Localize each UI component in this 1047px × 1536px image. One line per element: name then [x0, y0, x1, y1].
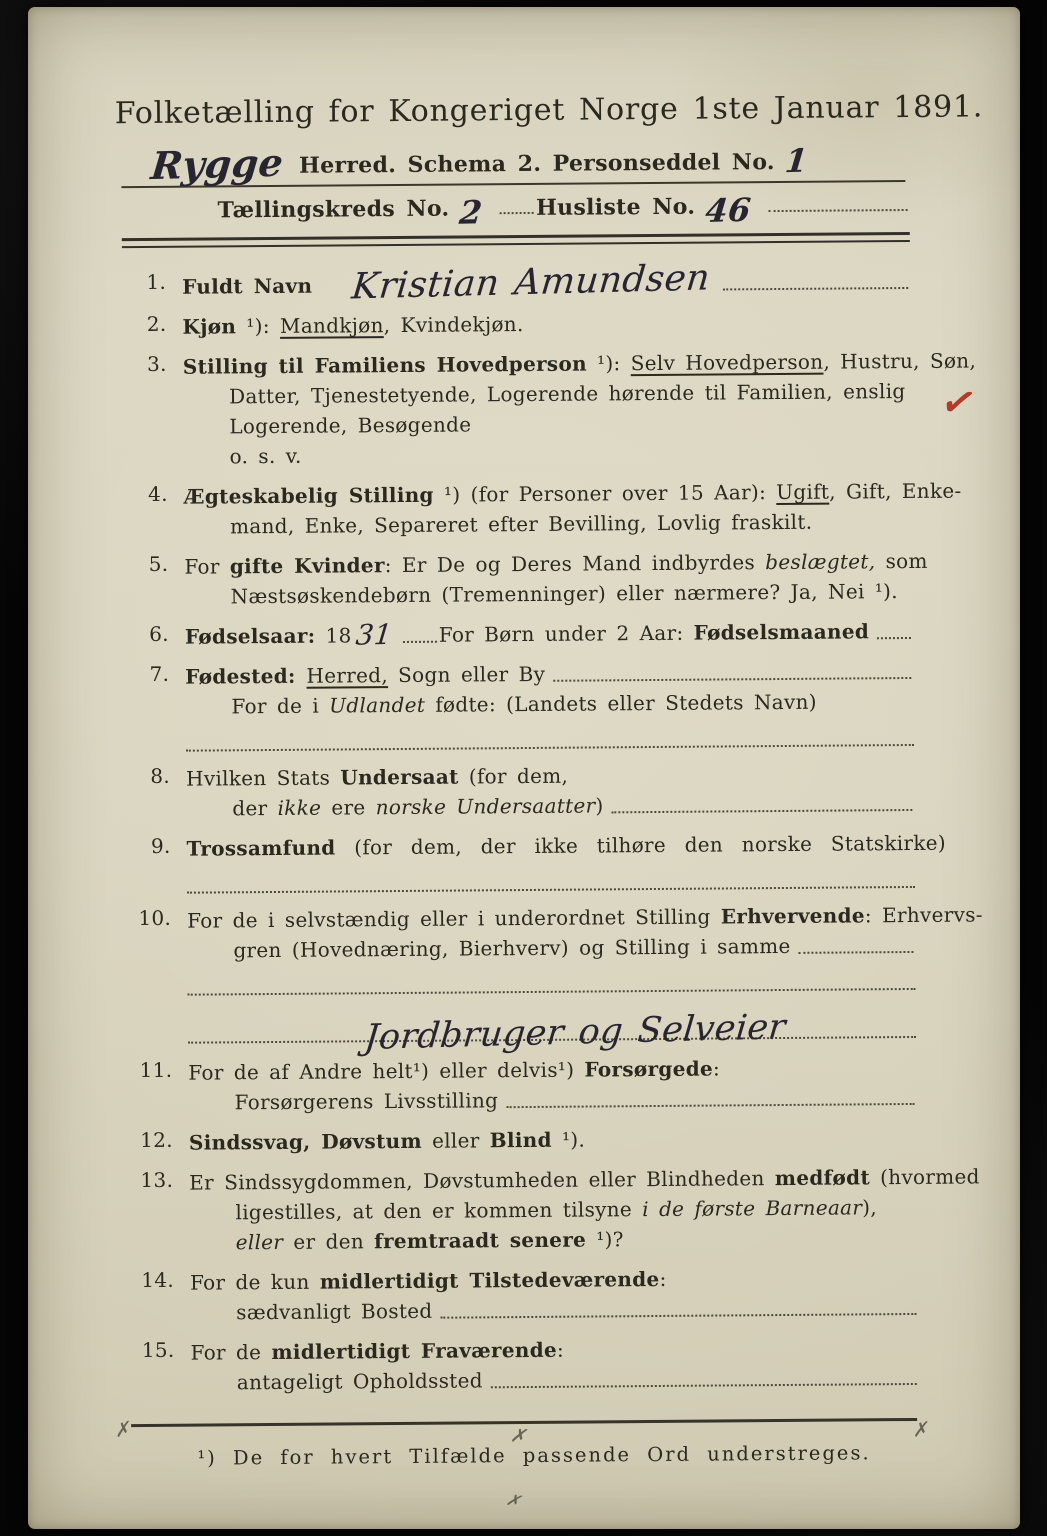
printed-text: Forsørgerens Livsstilling: [234, 1088, 499, 1115]
kreds-no-handwritten: 2: [457, 193, 484, 232]
district-name-handwritten: Rygge: [148, 139, 286, 189]
field-label: fremtraadt senere: [374, 1227, 587, 1254]
printed-text: ): [595, 793, 604, 818]
printed-text: ¹)?: [586, 1227, 624, 1252]
field-label: Erhvervende: [720, 903, 865, 929]
census-form-page: [28, 7, 1020, 1529]
item-number: 2.: [146, 311, 167, 336]
dotted-blank: [403, 641, 437, 643]
form-item-12: [129, 1122, 917, 1158]
italic-text: norske Undersaatter: [375, 793, 596, 820]
field-label: midlertidigt Tilstedeværende: [319, 1266, 660, 1294]
printed-text: For de i: [231, 693, 330, 719]
personseddel-no-handwritten: 1: [782, 141, 810, 181]
printed-text: Næstsøskendebørn (Tremenninger) eller nærmere? Ja, Nei ¹).: [230, 579, 898, 609]
field-label: Blind: [489, 1127, 552, 1153]
dotted-blank: [768, 209, 907, 212]
printed-text: er den: [283, 1229, 375, 1254]
dotted-blank: [553, 677, 911, 682]
item-number: 5.: [148, 551, 169, 576]
kreds-husliste-line: [217, 190, 909, 232]
printed-text: ¹):: [586, 351, 631, 376]
field-label: medfødt: [774, 1165, 871, 1191]
item-number: 14.: [141, 1267, 175, 1293]
printed-text: For de kun: [189, 1269, 320, 1295]
field-label: Forsørgede: [584, 1056, 714, 1082]
form-item-3: [123, 346, 977, 472]
item-number: 7.: [149, 661, 170, 686]
item-number: 9.: [150, 833, 171, 858]
italic-text: beslægtet,: [765, 549, 876, 575]
printed-text: ere: [321, 795, 376, 820]
kreds-label: Tællingskreds No.: [217, 195, 450, 224]
form-item-4: [124, 476, 962, 542]
district-line: [121, 141, 905, 188]
printed-text: (for dem,: [458, 763, 569, 789]
dotted-blank: [799, 951, 914, 954]
printed-text: Er Sindssygdommen, Døvstumheden eller Blindheden: [189, 1166, 775, 1195]
field-label: Trossamfund: [186, 835, 336, 861]
printed-text: :: [659, 1266, 667, 1291]
item-number: 11.: [139, 1057, 173, 1083]
printed-text: gren (Hovednæring, Bierhverv) og Stilling i samme: [233, 933, 791, 963]
underlined-choice: Herred,: [306, 663, 389, 688]
form-item-8: [126, 758, 914, 824]
underlined-choice: Mandkjøn: [279, 313, 384, 338]
scan-mark: ✗: [508, 1425, 527, 1448]
dotted-blank: [506, 1103, 914, 1108]
printed-text: (hvormed: [869, 1164, 980, 1190]
printed-text: For: [184, 554, 230, 579]
printed-text: 18: [315, 623, 352, 648]
printed-text: Sogn eller By: [387, 661, 546, 688]
occupation-handwritten: Jordbruger og Selveier: [362, 1007, 788, 1058]
field-label: gifte Kvinder: [229, 553, 385, 579]
underlined-choice: Ugift: [776, 479, 830, 505]
item-number: 15.: [141, 1337, 175, 1363]
field-label: Fødselsmaaned: [693, 619, 870, 645]
dotted-blank-line: [186, 716, 914, 752]
form-item-1: [122, 257, 910, 308]
field-label: Undersaat: [340, 764, 459, 790]
dotted-blank: [500, 212, 534, 214]
scan-mark: ✗: [504, 1489, 523, 1512]
scan-mark: ✗: [910, 1418, 930, 1443]
italic-text: i de første Barneaar: [642, 1195, 863, 1222]
blank-space: [817, 168, 905, 169]
printed-text: For de af Andre helt¹) eller delvis¹): [188, 1057, 585, 1085]
printed-text: : Erhvervs-: [864, 902, 983, 928]
printed-text: For Børn under 2 Aar:: [438, 620, 694, 647]
printed-text: , Kvindekjøn.: [383, 312, 524, 338]
item-number: 4.: [148, 481, 168, 506]
printed-text: ¹).: [551, 1127, 586, 1152]
form-content: [28, 3, 1031, 1471]
form-item-2: [122, 306, 910, 342]
form-item-6: [125, 616, 913, 652]
italic-text: ikke: [277, 795, 322, 820]
printed-text: (for dem, der ikke tilhøre den norske Statskirke): [335, 830, 947, 860]
field-label: Fuldt Navn: [182, 273, 313, 299]
form-title: Folketælling for Kongeriget Norge 1ste Januar 1891.: [114, 89, 984, 132]
item-number: 10.: [138, 905, 172, 931]
field-label: Stilling til Familiens Hovedperson: [182, 351, 588, 379]
printed-text: :: [712, 1056, 721, 1081]
printed-text: ligestilles, at den er kommen tilsyne: [235, 1197, 643, 1225]
dotted-blank-line: [188, 960, 916, 996]
item-number: 3.: [147, 351, 167, 376]
printed-text: , Hustru, Søn,: [823, 348, 977, 374]
field-label: Fødested:: [185, 663, 307, 689]
italic-text: Udlandet: [329, 692, 426, 718]
form-item-13: [129, 1162, 980, 1258]
husliste-label: Husliste No.: [535, 193, 696, 221]
item-number: 6.: [149, 621, 170, 646]
form-item-10: [127, 900, 983, 1058]
birth-year-handwritten: 31: [353, 617, 394, 652]
item-number: 1.: [146, 269, 167, 294]
printed-text: der: [232, 795, 278, 821]
item-number: 12.: [140, 1127, 173, 1153]
occupation-answer-line: [188, 992, 916, 1058]
field-label: Sindssvag, Døvstum: [188, 1128, 422, 1155]
printed-text: fødte: (Landets eller Stedets Navn): [425, 689, 817, 717]
footnote: ¹) De for hvert Tilfælde passende Ord understreges.: [197, 1441, 871, 1470]
form-item-5: [124, 546, 928, 612]
printed-text: : Er De og Deres Mand indbyrdes: [384, 550, 766, 578]
printed-text: antageligt Opholdssted: [236, 1368, 483, 1395]
item-number: 13.: [140, 1167, 174, 1193]
printed-text: For de i selvstændig eller i underordnet Stilling: [187, 904, 721, 933]
printed-text: Logerende, Besøgende: [229, 412, 472, 439]
dotted-blank-line: [187, 858, 915, 894]
printed-text: o. s. v.: [229, 443, 302, 469]
field-label: Kjøn: [182, 314, 237, 339]
dotted-blank: [441, 1313, 917, 1319]
printed-text: ¹):: [236, 313, 281, 339]
printed-text: eller: [421, 1128, 490, 1153]
underlined-choice: Selv Hovedperson: [630, 349, 824, 376]
italic-text: eller: [235, 1229, 284, 1255]
field-label: Ægteskabelig Stilling: [183, 482, 434, 509]
red-checkmark-annotation: ✓: [936, 377, 982, 428]
form-item-14: [130, 1262, 918, 1328]
full-name-handwritten: Kristian Amundsen: [349, 257, 712, 308]
dotted-blank: [491, 1383, 917, 1388]
printed-text: Datter, Tjenestetyende, Logerende hørende til Familien, enslig: [228, 379, 906, 409]
scan-mark: ✗: [111, 1418, 132, 1443]
form-item-15: [130, 1332, 918, 1398]
form-item-11: [128, 1052, 916, 1118]
dotted-blank: [612, 809, 913, 813]
form-item-9: [126, 828, 947, 896]
field-label: Fødselsaar:: [184, 623, 316, 649]
item-number: 8.: [150, 763, 171, 788]
printed-text: ¹) (for Personer over 15 Aar):: [433, 480, 777, 507]
field-label: midlertidigt Fraværende: [271, 1337, 558, 1365]
printed-text: mand, Enke, Separeret efter Bevilling, Lovlig fraskilt.: [229, 509, 813, 539]
dotted-blank: [724, 287, 909, 290]
printed-text: ),: [862, 1195, 878, 1220]
form-item-7: [125, 656, 914, 754]
printed-text: sædvanligt Bosted: [236, 1298, 433, 1325]
printed-text: :: [556, 1337, 565, 1362]
form-items: [122, 242, 983, 1398]
husliste-no-handwritten: 46: [703, 190, 753, 230]
district-line-printed: Herred. Schema 2. Personseddel No.: [298, 149, 775, 179]
printed-text: Hvilken Stats: [185, 765, 341, 791]
dotted-blank: [877, 637, 911, 639]
printed-text: For de: [190, 1340, 272, 1365]
printed-text: , Gift, Enke-: [829, 478, 962, 504]
printed-text: som: [875, 548, 928, 574]
